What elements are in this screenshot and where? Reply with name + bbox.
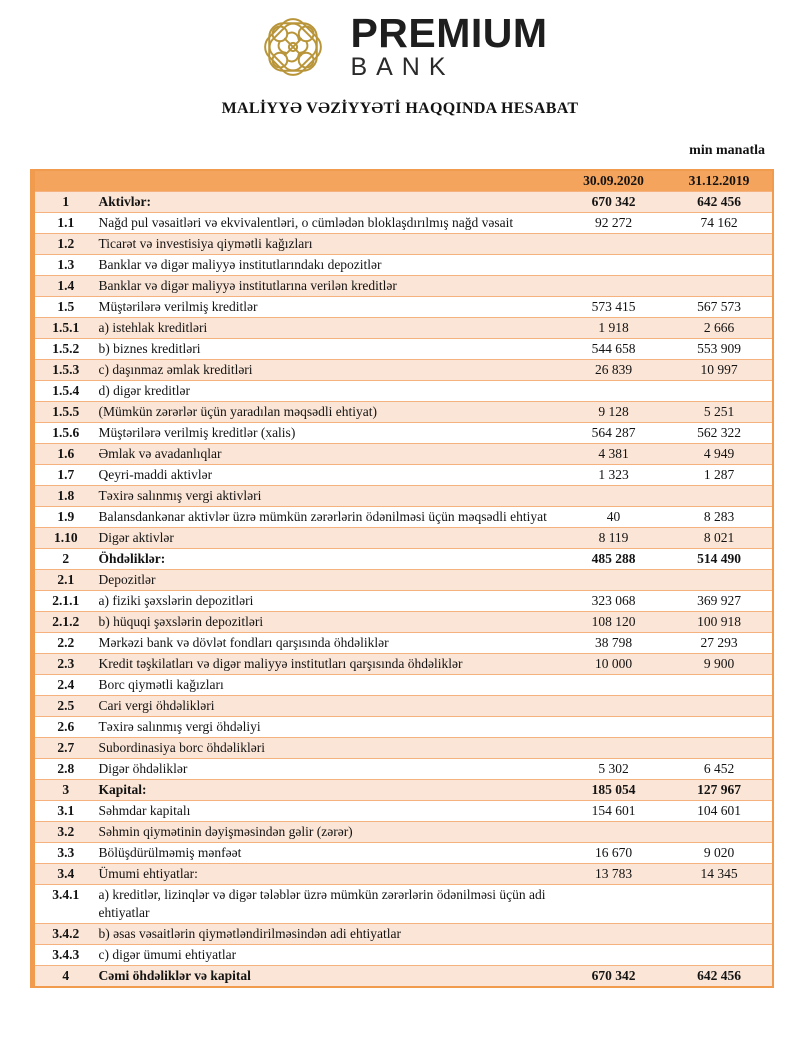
row-number: 1.7 bbox=[33, 465, 97, 486]
row-label: Banklar və digər maliyyə institutlarındakı depozitlər bbox=[97, 255, 561, 276]
row-value-2020 bbox=[561, 234, 667, 255]
row-value-2019 bbox=[667, 234, 773, 255]
row-value-2019 bbox=[667, 255, 773, 276]
row-value-2019: 74 162 bbox=[667, 213, 773, 234]
row-label: a) istehlak kreditləri bbox=[97, 318, 561, 339]
row-value-2019: 553 909 bbox=[667, 339, 773, 360]
row-number: 2.7 bbox=[33, 738, 97, 759]
row-label: Əmlak və avadanlıqlar bbox=[97, 444, 561, 465]
row-value-2019: 14 345 bbox=[667, 864, 773, 885]
row-value-2019: 514 490 bbox=[667, 549, 773, 570]
row-value-2019 bbox=[667, 885, 773, 924]
row-number: 1.9 bbox=[33, 507, 97, 528]
row-number: 1.5.3 bbox=[33, 360, 97, 381]
table-row-1 bbox=[33, 192, 773, 213]
header-cell-date-2019: 31.12.2019 bbox=[667, 170, 773, 192]
table-row-1.8 bbox=[33, 486, 773, 507]
row-number: 3.4.3 bbox=[33, 945, 97, 966]
row-value-2020 bbox=[561, 675, 667, 696]
row-value-2020: 670 342 bbox=[561, 192, 667, 213]
row-value-2019 bbox=[667, 738, 773, 759]
row-label: Borc qiymətli kağızları bbox=[97, 675, 561, 696]
row-number: 3.4 bbox=[33, 864, 97, 885]
table-row-2.4 bbox=[33, 675, 773, 696]
row-value-2020: 5 302 bbox=[561, 759, 667, 780]
row-value-2019: 369 927 bbox=[667, 591, 773, 612]
table-row-2.3 bbox=[33, 654, 773, 675]
row-value-2019: 567 573 bbox=[667, 297, 773, 318]
table-row-1.3 bbox=[33, 255, 773, 276]
table-row-3.4.3 bbox=[33, 945, 773, 966]
table-row-1.5.5 bbox=[33, 402, 773, 423]
row-value-2020 bbox=[561, 738, 667, 759]
row-label: (Mümkün zərərlər üçün yaradılan məqsədli ehtiyat) bbox=[97, 402, 561, 423]
table-row-3.3 bbox=[33, 843, 773, 864]
table-row-1.5.6 bbox=[33, 423, 773, 444]
row-label: Kredit təşkilatları və digər maliyyə institutları qarşısında öhdəliklər bbox=[97, 654, 561, 675]
row-label: b) hüquqi şəxslərin depozitləri bbox=[97, 612, 561, 633]
table-row-1.5.2 bbox=[33, 339, 773, 360]
row-value-2019: 5 251 bbox=[667, 402, 773, 423]
row-number: 3.2 bbox=[33, 822, 97, 843]
row-label: Müştərilərə verilmiş kreditlər (xalis) bbox=[97, 423, 561, 444]
row-label: Səhmin qiymətinin dəyişməsindən gəlir (zərər) bbox=[97, 822, 561, 843]
row-value-2019: 100 918 bbox=[667, 612, 773, 633]
row-number: 1.5 bbox=[33, 297, 97, 318]
row-label: Müştərilərə verilmiş kreditlər bbox=[97, 297, 561, 318]
row-value-2020 bbox=[561, 696, 667, 717]
row-number: 1.5.4 bbox=[33, 381, 97, 402]
row-value-2019: 642 456 bbox=[667, 192, 773, 213]
table-row-1.5.4 bbox=[33, 381, 773, 402]
row-number: 1.2 bbox=[33, 234, 97, 255]
row-number: 2.5 bbox=[33, 696, 97, 717]
table-row-2.8 bbox=[33, 759, 773, 780]
row-value-2019: 8 021 bbox=[667, 528, 773, 549]
table-row-3.1 bbox=[33, 801, 773, 822]
row-value-2020: 16 670 bbox=[561, 843, 667, 864]
row-number: 1 bbox=[33, 192, 97, 213]
row-value-2019: 4 949 bbox=[667, 444, 773, 465]
row-label: Öhdəliklər: bbox=[97, 549, 561, 570]
row-label: Depozitlər bbox=[97, 570, 561, 591]
row-number: 1.1 bbox=[33, 213, 97, 234]
table-row-1.5 bbox=[33, 297, 773, 318]
row-value-2019: 562 322 bbox=[667, 423, 773, 444]
row-label: d) digər kreditlər bbox=[97, 381, 561, 402]
row-value-2019 bbox=[667, 675, 773, 696]
row-number: 4 bbox=[33, 966, 97, 988]
row-value-2020: 38 798 bbox=[561, 633, 667, 654]
table-row-3.4 bbox=[33, 864, 773, 885]
table-row-2.7 bbox=[33, 738, 773, 759]
financial-position-table bbox=[30, 169, 774, 988]
row-value-2020: 670 342 bbox=[561, 966, 667, 988]
row-value-2019: 2 666 bbox=[667, 318, 773, 339]
row-value-2020: 92 272 bbox=[561, 213, 667, 234]
row-number: 1.8 bbox=[33, 486, 97, 507]
table-row-2.5 bbox=[33, 696, 773, 717]
table-row-1.6 bbox=[33, 444, 773, 465]
row-number: 1.6 bbox=[33, 444, 97, 465]
table-row-2.1 bbox=[33, 570, 773, 591]
row-label: Digər öhdəliklər bbox=[97, 759, 561, 780]
table-row-2 bbox=[33, 549, 773, 570]
row-label: Aktivlər: bbox=[97, 192, 561, 213]
table-row-1.5.1 bbox=[33, 318, 773, 339]
row-value-2020: 485 288 bbox=[561, 549, 667, 570]
row-label: Cəmi öhdəliklər və kapital bbox=[97, 966, 561, 988]
row-value-2019 bbox=[667, 696, 773, 717]
row-number: 3 bbox=[33, 780, 97, 801]
row-value-2019 bbox=[667, 924, 773, 945]
row-value-2019 bbox=[667, 486, 773, 507]
row-value-2020: 1 918 bbox=[561, 318, 667, 339]
row-value-2020 bbox=[561, 381, 667, 402]
row-value-2019: 27 293 bbox=[667, 633, 773, 654]
row-value-2019 bbox=[667, 381, 773, 402]
row-label: Ticarət və investisiya qiymətli kağızları bbox=[97, 234, 561, 255]
row-value-2020 bbox=[561, 924, 667, 945]
row-value-2020: 564 287 bbox=[561, 423, 667, 444]
table-row-2.1.2 bbox=[33, 612, 773, 633]
row-value-2020 bbox=[561, 276, 667, 297]
row-number: 2.1.1 bbox=[33, 591, 97, 612]
row-label: Banklar və digər maliyyə institutlarına verilən kreditlər bbox=[97, 276, 561, 297]
row-value-2019 bbox=[667, 717, 773, 738]
row-value-2020: 108 120 bbox=[561, 612, 667, 633]
row-number: 1.4 bbox=[33, 276, 97, 297]
table-row-1.9 bbox=[33, 507, 773, 528]
row-value-2019: 104 601 bbox=[667, 801, 773, 822]
row-value-2020: 40 bbox=[561, 507, 667, 528]
row-number: 1.5.6 bbox=[33, 423, 97, 444]
row-number: 2.4 bbox=[33, 675, 97, 696]
row-label: Səhmdar kapitalı bbox=[97, 801, 561, 822]
row-value-2019 bbox=[667, 945, 773, 966]
row-value-2019: 1 287 bbox=[667, 465, 773, 486]
table-row-1.2 bbox=[33, 234, 773, 255]
table-row-2.6 bbox=[33, 717, 773, 738]
row-label: a) fiziki şəxslərin depozitləri bbox=[97, 591, 561, 612]
row-value-2020: 185 054 bbox=[561, 780, 667, 801]
row-value-2020: 13 783 bbox=[561, 864, 667, 885]
table-row-4 bbox=[33, 966, 773, 988]
row-label: Təxirə salınmış vergi aktivləri bbox=[97, 486, 561, 507]
row-number: 2.6 bbox=[33, 717, 97, 738]
row-value-2020: 573 415 bbox=[561, 297, 667, 318]
unit-note: min manatla bbox=[689, 143, 765, 158]
table-row-1.1 bbox=[33, 213, 773, 234]
row-label: b) biznes kreditləri bbox=[97, 339, 561, 360]
table-row-3.2 bbox=[33, 822, 773, 843]
row-value-2020 bbox=[561, 486, 667, 507]
table-row-3 bbox=[33, 780, 773, 801]
row-value-2020: 9 128 bbox=[561, 402, 667, 423]
row-number: 3.1 bbox=[33, 801, 97, 822]
row-number: 1.10 bbox=[33, 528, 97, 549]
table-row-1.5.3 bbox=[33, 360, 773, 381]
row-number: 2.2 bbox=[33, 633, 97, 654]
row-value-2019: 8 283 bbox=[667, 507, 773, 528]
row-label: Cari vergi öhdəlikləri bbox=[97, 696, 561, 717]
row-number: 3.3 bbox=[33, 843, 97, 864]
row-value-2020 bbox=[561, 570, 667, 591]
header-cell-label bbox=[97, 170, 561, 192]
row-label: Ümumi ehtiyatlar: bbox=[97, 864, 561, 885]
row-number: 1.5.5 bbox=[33, 402, 97, 423]
row-number: 1.5.2 bbox=[33, 339, 97, 360]
brand-name: PREMIUM bbox=[350, 9, 548, 56]
row-value-2020 bbox=[561, 822, 667, 843]
row-value-2019: 6 452 bbox=[667, 759, 773, 780]
table-row-1.7 bbox=[33, 465, 773, 486]
row-value-2019 bbox=[667, 276, 773, 297]
row-value-2019: 10 997 bbox=[667, 360, 773, 381]
row-value-2020: 26 839 bbox=[561, 360, 667, 381]
row-label: Kapital: bbox=[97, 780, 561, 801]
row-value-2020 bbox=[561, 717, 667, 738]
row-value-2020 bbox=[561, 885, 667, 924]
row-value-2019 bbox=[667, 570, 773, 591]
row-label: Balansdankənar aktivlər üzrə mümkün zərərlərin ödənilməsi üçün məqsədli ehtiyat bbox=[97, 507, 561, 528]
row-value-2020: 154 601 bbox=[561, 801, 667, 822]
row-value-2020: 4 381 bbox=[561, 444, 667, 465]
brand-text bbox=[350, 9, 548, 81]
row-value-2019: 127 967 bbox=[667, 780, 773, 801]
table-row-1.10 bbox=[33, 528, 773, 549]
row-label: Təxirə salınmış vergi öhdəliyi bbox=[97, 717, 561, 738]
row-value-2020: 323 068 bbox=[561, 591, 667, 612]
table-header-row bbox=[33, 170, 773, 192]
header-cell-number bbox=[33, 170, 97, 192]
row-label: b) əsas vəsaitlərin qiymətləndirilməsindən adi ehtiyatlar bbox=[97, 924, 561, 945]
row-label: a) kreditlər, lizinqlər və digər tələblər üzrə mümkün zərərlərin ödənilməsi üçün adi ehtiyatlar bbox=[97, 885, 561, 924]
row-value-2020: 8 119 bbox=[561, 528, 667, 549]
row-label: Nağd pul vəsaitləri və ekvivalentləri, o cümlədən bloklaşdırılmış nağd vəsait bbox=[97, 213, 561, 234]
row-value-2020 bbox=[561, 945, 667, 966]
table-row-2.1.1 bbox=[33, 591, 773, 612]
knot-emblem-icon bbox=[252, 6, 334, 88]
row-value-2019: 642 456 bbox=[667, 966, 773, 988]
row-number: 2.8 bbox=[33, 759, 97, 780]
row-value-2020 bbox=[561, 255, 667, 276]
row-label: c) daşınmaz əmlak kreditləri bbox=[97, 360, 561, 381]
row-value-2019: 9 900 bbox=[667, 654, 773, 675]
row-value-2019 bbox=[667, 822, 773, 843]
row-value-2020: 1 323 bbox=[561, 465, 667, 486]
table-row-3.4.2 bbox=[33, 924, 773, 945]
table-row-2.2 bbox=[33, 633, 773, 654]
row-label: Mərkəzi bank və dövlət fondları qarşısında öhdəliklər bbox=[97, 633, 561, 654]
header-cell-date-2020: 30.09.2020 bbox=[561, 170, 667, 192]
row-value-2020: 10 000 bbox=[561, 654, 667, 675]
row-number: 2.3 bbox=[33, 654, 97, 675]
row-label: Digər aktivlər bbox=[97, 528, 561, 549]
bank-logo bbox=[0, 0, 800, 90]
row-number: 2.1.2 bbox=[33, 612, 97, 633]
row-label: Qeyri-maddi aktivlər bbox=[97, 465, 561, 486]
row-number: 3.4.1 bbox=[33, 885, 97, 924]
row-number: 1.5.1 bbox=[33, 318, 97, 339]
row-label: Subordinasiya borc öhdəlikləri bbox=[97, 738, 561, 759]
table-row-3.4.1 bbox=[33, 885, 773, 924]
row-number: 2 bbox=[33, 549, 97, 570]
row-label: c) digər ümumi ehtiyatlar bbox=[97, 945, 561, 966]
row-number: 2.1 bbox=[33, 570, 97, 591]
row-label: Bölüşdürülməmiş mənfəət bbox=[97, 843, 561, 864]
row-number: 3.4.2 bbox=[33, 924, 97, 945]
row-number: 1.3 bbox=[33, 255, 97, 276]
row-value-2020: 544 658 bbox=[561, 339, 667, 360]
brand-subtitle: BANK bbox=[350, 52, 455, 81]
row-value-2019: 9 020 bbox=[667, 843, 773, 864]
report-title: MALİYYƏ VƏZİYYƏTİ HAQQINDA HESABAT bbox=[221, 100, 579, 117]
table-row-1.4 bbox=[33, 276, 773, 297]
